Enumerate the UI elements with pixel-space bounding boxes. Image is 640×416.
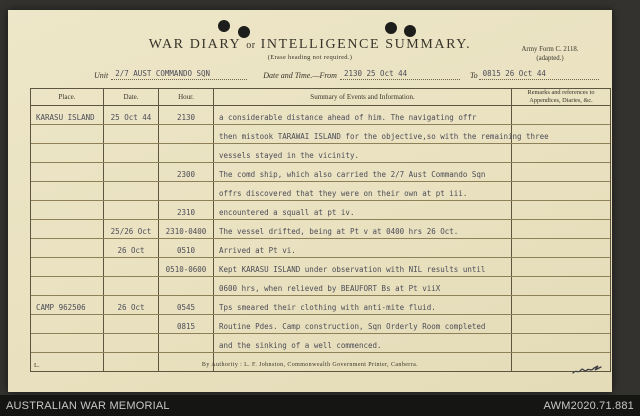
cell-summary: Routine Pdes. Camp construction, Sqn Orderly Room completed	[214, 315, 512, 333]
cell-place	[31, 239, 104, 257]
cell-summary: then mistook TARAWAI ISLAND for the objective,so with the remaining three	[214, 125, 512, 143]
cell-summary: encountered a squall at pt iv.	[214, 201, 512, 219]
cell-summary: and the sinking of a well commenced.	[214, 334, 512, 352]
cell-place	[31, 258, 104, 276]
header-place: Place.	[31, 89, 104, 105]
cell-date	[104, 163, 159, 181]
cell-date	[104, 315, 159, 333]
cell-place	[31, 315, 104, 333]
cell-date: 25 Oct 44	[104, 106, 159, 124]
archive-name: AUSTRALIAN WAR MEMORIAL	[6, 399, 170, 412]
title-or: or	[246, 40, 256, 51]
cell-remarks	[512, 239, 610, 257]
table-row	[31, 296, 610, 315]
cell-hour: 2310-0400	[159, 220, 214, 238]
punch-hole-icon	[404, 25, 416, 37]
cell-hour: 0510	[159, 239, 214, 257]
cell-place	[31, 182, 104, 200]
cell-place	[31, 201, 104, 219]
cell-summary: 0600 hrs, when relieved by BEAUFORT Bs at Pt viiX	[214, 277, 512, 295]
form-number	[504, 45, 596, 63]
table-row	[31, 163, 610, 182]
cell-hour: 0545	[159, 296, 214, 314]
unit-header-line	[94, 69, 599, 80]
title-intelligence-summary: INTELLIGENCE SUMMARY.	[260, 37, 472, 52]
cell-summary: offrs discovered that they were on their own at pt iii.	[214, 182, 512, 200]
cell-hour: 0510-0600	[159, 258, 214, 276]
accession-number: AWM2020.71.881	[543, 399, 634, 412]
cell-place	[31, 125, 104, 143]
war-diary-sheet	[8, 10, 612, 392]
title-war-diary: WAR DIARY	[148, 37, 242, 52]
cell-place: CAMP 962506	[31, 296, 104, 314]
cell-hour	[159, 144, 214, 162]
cell-remarks	[512, 258, 610, 276]
cell-place	[31, 334, 104, 352]
header-summary: Summary of Events and Information.	[214, 89, 512, 105]
cell-hour	[159, 125, 214, 143]
table-header-row	[31, 89, 610, 106]
cell-date	[104, 144, 159, 162]
sheet-footnote: L.	[34, 362, 40, 369]
punch-hole-icon	[218, 20, 230, 32]
cell-place	[31, 277, 104, 295]
form-number-note: (adapted.)	[536, 55, 564, 63]
form-number-text: Army Form C. 2118.	[521, 46, 579, 53]
table-row	[31, 220, 610, 239]
cell-remarks	[512, 182, 610, 200]
cell-place	[31, 220, 104, 238]
unit-label: Unit	[94, 71, 109, 80]
header-remarks: Remarks and references to Appendices, Diaries, &c.	[527, 89, 595, 104]
cell-remarks	[512, 144, 610, 162]
cell-hour: 2130	[159, 106, 214, 124]
cell-remarks	[512, 220, 610, 238]
from-value: 2130 25 Oct 44	[340, 69, 460, 80]
cell-date	[104, 125, 159, 143]
table-row	[31, 258, 610, 277]
table-row	[31, 125, 610, 144]
cell-summary: a considerable distance ahead of him. The navigating offr	[214, 106, 512, 124]
cell-place	[31, 144, 104, 162]
cell-remarks	[512, 277, 610, 295]
table-row	[31, 182, 610, 201]
to-value: 0815 26 Oct 44	[479, 69, 599, 80]
unit-value: 2/7 AUST COMMANDO SQN	[111, 69, 247, 80]
cell-remarks	[512, 106, 610, 124]
cell-remarks	[512, 315, 610, 333]
cell-remarks	[512, 201, 610, 219]
cell-date: 26 Oct	[104, 239, 159, 257]
cell-date	[104, 258, 159, 276]
caption-bar	[0, 395, 640, 416]
cell-hour: 0815	[159, 315, 214, 333]
cell-date	[104, 277, 159, 295]
table-row	[31, 239, 610, 258]
cell-date: 26 Oct	[104, 296, 159, 314]
cell-summary: Kept KARASU ISLAND under observation with NIL results until	[214, 258, 512, 276]
diary-table	[30, 88, 611, 372]
cell-summary: Arrived at Pt vi.	[214, 239, 512, 257]
cell-summary: The comd ship, which also carried the 2/7 Aust Commando Sqn	[214, 163, 512, 181]
cell-date: 25/26 Oct	[104, 220, 159, 238]
table-row	[31, 201, 610, 220]
cell-remarks	[512, 296, 610, 314]
date-and-time-label: Date and Time.—From	[263, 71, 337, 80]
header-hour: Hour.	[159, 89, 214, 105]
table-row	[31, 277, 610, 296]
cell-hour	[159, 182, 214, 200]
cell-remarks	[512, 334, 610, 352]
cell-remarks	[512, 163, 610, 181]
cell-place: KARASU ISLAND	[31, 106, 104, 124]
cell-place	[31, 163, 104, 181]
cell-hour: 2310	[159, 201, 214, 219]
printer-credit: By Authority : L. F. Johnston, Commonwealth Government Printer, Canberra.	[201, 362, 419, 368]
to-label: To	[469, 71, 478, 80]
title-note: (Erase heading not required.)	[267, 54, 353, 61]
table-row	[31, 144, 610, 163]
table-row	[31, 106, 610, 125]
handwritten-mark	[570, 362, 604, 378]
cell-date	[104, 334, 159, 352]
header-date: Date.	[104, 89, 159, 105]
cell-summary: vessels stayed in the vicinity.	[214, 144, 512, 162]
cell-date	[104, 201, 159, 219]
table-row	[31, 315, 610, 334]
cell-summary: The vessel drifted, being at Pt v at 0400 hrs 26 Oct.	[214, 220, 512, 238]
cell-hour	[159, 334, 214, 352]
cell-date	[104, 182, 159, 200]
cell-summary: Tps smeared their clothing with anti-mite fluid.	[214, 296, 512, 314]
table-row	[31, 334, 610, 353]
cell-hour	[159, 277, 214, 295]
cell-summary	[214, 353, 512, 371]
cell-hour: 2300	[159, 163, 214, 181]
punch-hole-icon	[385, 22, 397, 34]
